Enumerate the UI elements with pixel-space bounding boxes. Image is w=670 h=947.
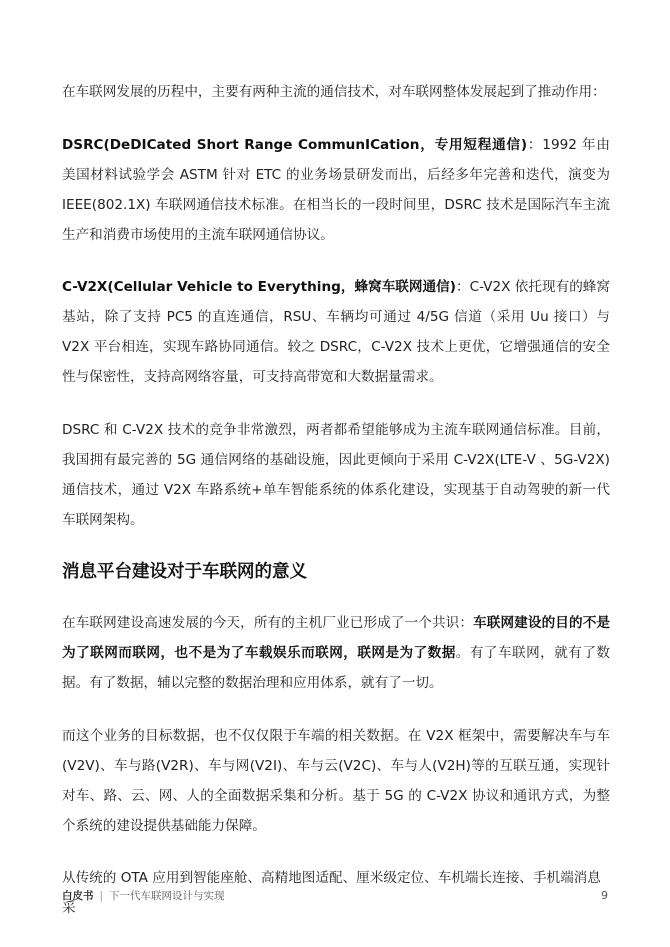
dsrc-paragraph — [62, 130, 610, 250]
cv2x-description: ：C-V2X 依托现有的蜂窝基站，除了支持 PC5 的直连通信，RSU、车辆均可通过 4/5G 信道（采用 Uu 接口）与 V2X 平台相连，实现车路协同通信。较之 DSRC，C-V2X 技术上更优，它增强通信的安全性与保密性，支持高网络容量，可支持高带宽和大数据量需求。 — [62, 279, 610, 385]
comparison-paragraph: DSRC 和 C-V2X 技术的竞争非常激烈，两者都希望能够成为主流车联网通信标准。目前，我国拥有最完善的 5G 通信网络的基础设施，因此更倾向于采用 C-V2X(LTE-V 、5G-V2X)通信技术，通过 V2X 车路系统+单车智能系统的体系化建设，实现基于自动驾驶的新一代车联网架构。 — [62, 421, 610, 528]
consensus-emphasis: 车联网建设的目的不是为了联网而联网，也不是为了车载娱乐而联网，联网是为了数据 — [62, 615, 611, 661]
v2x-data-paragraph: 而这个业务的目标数据，也不仅仅限于车端的相关数据。在 V2X 框架中，需要解决车与车(V2V)、车与路(V2R)、车与网(V2I)、车与云(V2C)、车与人(V2H)等的互联互通，实现针对车、路、云、网、人的全面数据采集和分析。基于 5G 的 C-V2X 协议和通讯方式，为整个系统的建设提供基础能力保障。 — [62, 727, 610, 834]
section-heading: 消息平台建设对于车联网的意义 — [62, 562, 307, 582]
ota-paragraph: 从传统的 OTA 应用到智能座舱、高精地图适配、厘米级定位、车机端长连接、手机端消息采 — [62, 870, 601, 916]
dsrc-term: DSRC(DeDICated Short Range CommunICation，专用短程通信) — [62, 136, 528, 153]
consensus-tail: 。有了车联网，就有了数据。有了数据，辅以完整的数据治理和应用体系，就有了一切。 — [62, 645, 611, 691]
cv2x-term: C-V2X(Cellular Vehicle to Everything，蜂窝车联网通信) — [62, 279, 456, 295]
consensus-paragraph — [62, 608, 610, 698]
footer-brand: 白皮书 — [62, 890, 94, 902]
intro-paragraph: 在车联网发展的历程中，主要有两种主流的通信技术，对车联网整体发展起到了推动作用： — [62, 84, 606, 100]
cv2x-paragraph — [62, 272, 610, 392]
footer-title: 下一代车联网设计与实现 — [109, 890, 225, 902]
footer-separator: | — [99, 889, 104, 902]
document-body — [62, 77, 610, 946]
page-number: 9 — [601, 889, 608, 902]
consensus-lead: 在车联网建设高速发展的今天，所有的主机厂业已形成了一个共识： — [62, 615, 474, 631]
page-footer — [62, 888, 608, 903]
dsrc-description: ：1992 年由美国材料试验学会 ASTM 针对 ETC 的业务场景研发而出，后经多年完善和迭代，演变为 IEEE(802.1X) 车联网通信技术标准。在相当长的一段时间里，DSRC 技术是国际汽车主流生产和消费市场使用的主流车联网通信协议。 — [62, 136, 610, 243]
